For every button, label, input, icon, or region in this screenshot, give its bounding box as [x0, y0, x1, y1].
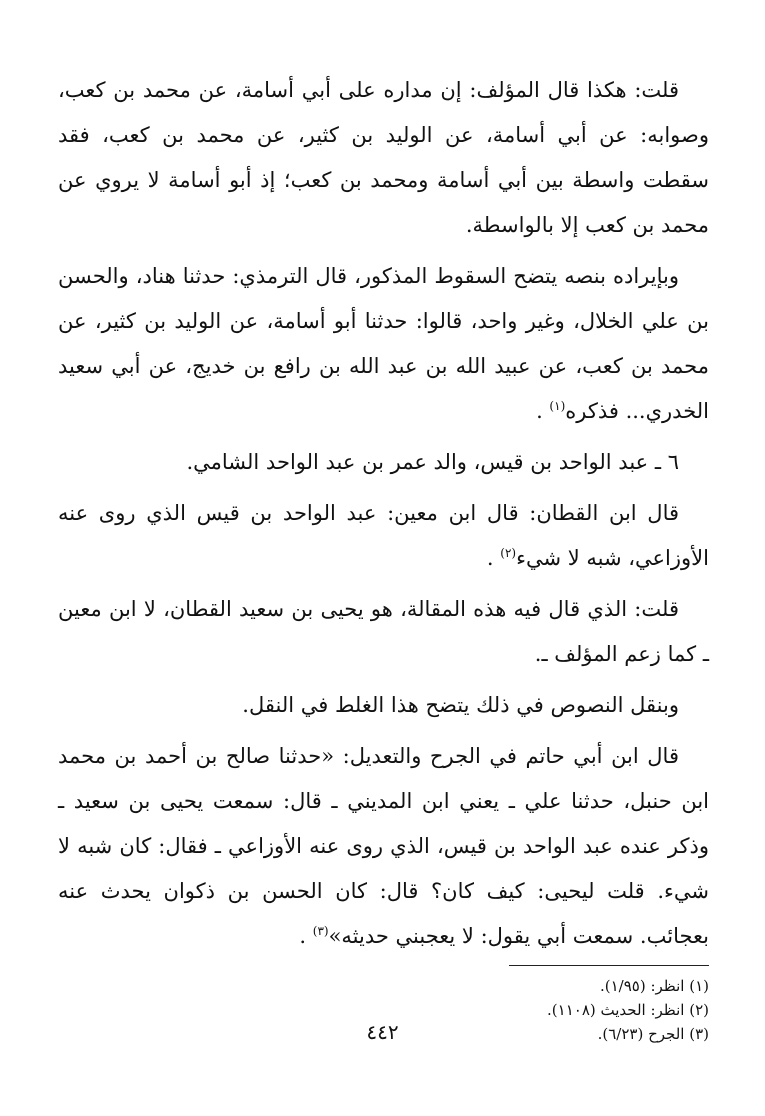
page-number: ٤٤٢: [366, 1020, 399, 1044]
paragraph-2: وبإيراده بنصه يتضح السقوط المذكور، قال الترمذي: حدثنا هناد، والحسن بن علي الخلال، وغير واحد، قالوا: حدثنا أبو أسامة، عن الوليد بن كثير، عن محمد بن كعب، عن عبيد الله بن عبد الله بن رافع بن خديج، عن أبي سعيد الخدري... فذكره$^{(١)}$ .: [58, 264, 709, 423]
paragraph-1: قلت: هكذا قال المؤلف: إن مداره على أبي أسامة، عن محمد بن كعب، وصوابه: عن أبي أسامة، عن الوليد بن كثير، عن محمد بن كعب، فقد سقطت واسطة بين أبي أسامة ومحمد بن كعب؛ إذ أبو أسامة لا يروي عن محمد بن كعب إلا بالواسطة.: [58, 78, 709, 237]
footnote-3: (٣) الجرح (٦/٢٣).: [597, 1025, 709, 1043]
paragraph-3: ٦ ـ عبد الواحد بن قيس، والد عمر بن عبد الواحد الشامي.: [186, 450, 679, 474]
paragraph-5: قلت: الذي قال فيه هذه المقالة، هو يحيى بن سعيد القطان، لا ابن معين ـ كما زعم المؤلف ـ.: [58, 597, 709, 666]
paragraph-4: قال ابن القطان: قال ابن معين: عبد الواحد بن قيس الذي روى عنه الأوزاعي، شبه لا شيء$^{(٢)}$ .: [58, 501, 709, 570]
paragraph-7: قال ابن أبي حاتم في الجرح والتعديل: «حدثنا صالح بن أحمد بن محمد ابن حنبل، حدثنا علي ـ يعني ابن المديني ـ قال: سمعت يحيى بن سعيد ـ وذكر عنده عبد الواحد بن قيس، الذي روى عنه الأوزاعي ـ فقال: كان شبه لا شيء. قلت ليحيى: كيف كان؟ قال: كان الحسن بن ذكوان يحدث عنه بعجائب. سمعت أبي يقول: لا يعجبني حديثه»$^{(٣)}$ .: [58, 744, 709, 948]
footnote-1: (١) انظر: (١/٩٥).: [600, 977, 709, 995]
footnote-2: (٢) انظر: الحديث (١١٠٨).: [547, 1001, 709, 1019]
footnote-ref-2: (٢): [500, 546, 517, 560]
footnote-ref-3: (٣): [312, 924, 329, 938]
footnote-separator: [509, 965, 709, 966]
paragraph-6: وبنقل النصوص في ذلك يتضح هذا الغلط في النقل.: [242, 693, 679, 717]
footnote-ref-1: (١): [549, 399, 566, 413]
